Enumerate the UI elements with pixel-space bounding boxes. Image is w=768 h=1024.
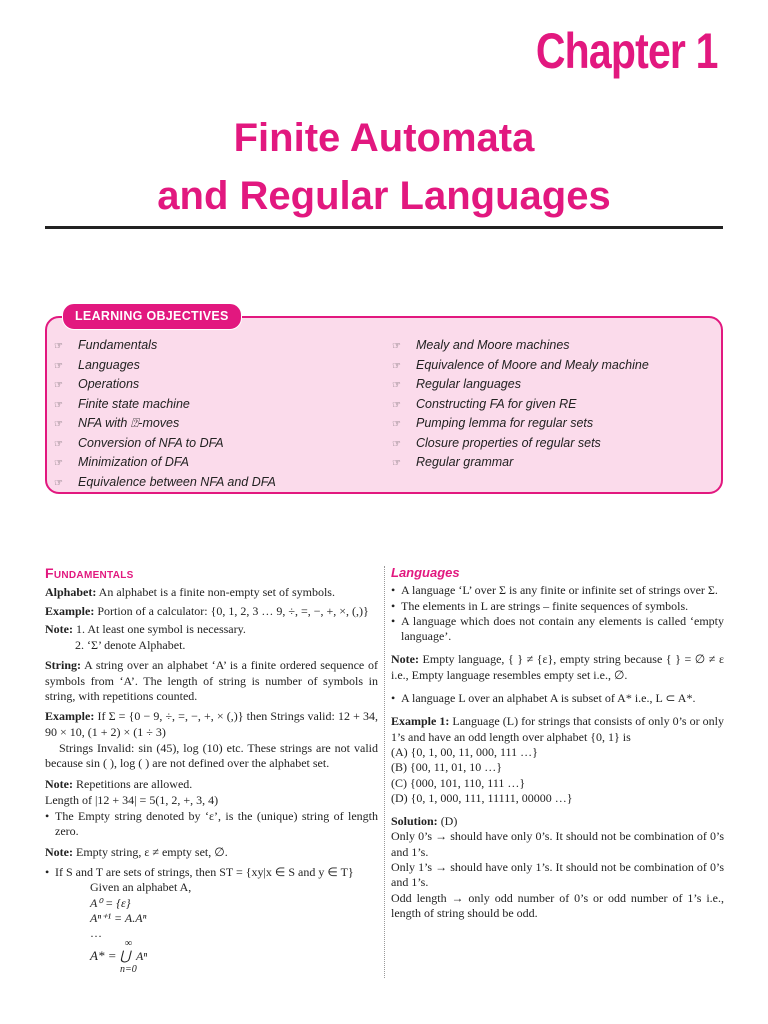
- chapter-title-line-2: and Regular Languages: [157, 174, 611, 218]
- note-sigma: 2. ‘Σ’ denote Alphabet.: [75, 638, 186, 653]
- kleene-star-formula: ∞ A* = ⋃ Aⁿ n=0: [90, 937, 148, 975]
- invalid-strings: Strings Invalid: sin (45), log (10) etc. These strings are not valid because sin ( ), log ( ) are not defined over the alphabet set.: [45, 740, 378, 771]
- title-divider: [45, 226, 723, 229]
- objectives-right-list: [392, 336, 649, 473]
- pointing-hand-icon: ☞: [54, 477, 63, 489]
- chapter-title-line-1: Finite Automata: [233, 116, 535, 160]
- right-column: [391, 562, 724, 924]
- solution-line: Only 1’s → should have only 1’s. It should not be combination of 0’s and 1’s.: [391, 860, 724, 890]
- objectives-left-list: [54, 336, 276, 492]
- a-zero-formula: A⁰ = {ε}: [90, 895, 131, 910]
- answer-option: (A) {0, 1, 00, 11, 000, 111 …}: [391, 744, 538, 759]
- section-heading-languages: Languages: [391, 565, 460, 580]
- pointing-hand-icon: ☞: [54, 360, 63, 372]
- alphabet-example: Example: Portion of a calculator: {0, 1, 2, 3 … 9, ÷, =, −, +, ×, (,)}: [45, 603, 369, 618]
- objective-item: ☞ Regular languages: [392, 375, 649, 395]
- pointing-hand-icon: ☞: [54, 419, 63, 430]
- objective-item: ☞ NFA with ⍰-moves: [54, 414, 276, 434]
- language-bullet: • A language ‘L’ over Σ is any finite or infinite set of strings over Σ.: [391, 583, 724, 598]
- objective-item: ☞ Minimization of DFA: [54, 453, 276, 473]
- example-1: Example 1: Language (L) for strings that consists of only 0’s or only 1’s and have an odd length over alphabet {0, 1} is: [391, 714, 724, 744]
- solution-line: Odd length → only odd number of 0’s or odd number of 1’s i.e., length of string should be odd.: [391, 890, 724, 920]
- answer-option: (B) {00, 11, 01, 10 …}: [391, 760, 503, 775]
- pointing-hand-icon: ☞: [392, 360, 401, 372]
- pointing-hand-icon: ☞: [392, 419, 401, 430]
- pointing-hand-icon: ☞: [392, 458, 401, 469]
- objective-item: ☞ Finite state machine: [54, 395, 276, 415]
- objective-item: ☞ Operations: [54, 375, 276, 395]
- string-example: Example: If Σ = {0 − 9, ÷, =, −, +, × (,)} then Strings valid: 12 + 34, 90 × 10, (1 + 2) × (1 ÷ 3): [45, 709, 378, 739]
- section-heading-fundamentals: Fundamentals: [45, 565, 134, 581]
- answer-option: (D) {0, 1, 000, 111, 11111, 00000 …}: [391, 790, 573, 805]
- pointing-hand-icon: ☞: [392, 380, 401, 391]
- column-divider: [384, 566, 385, 978]
- objective-item: ☞ Fundamentals: [54, 336, 276, 356]
- formula-ellipsis: …: [90, 926, 102, 941]
- note-symbols: Note: 1. At least one symbol is necessary.: [45, 621, 246, 636]
- objective-item: ☞ Pumping lemma for regular sets: [392, 414, 649, 434]
- objective-item: ☞ Mealy and Moore machines: [392, 336, 649, 356]
- chapter-label: Chapter 1: [536, 23, 718, 79]
- note-repetitions: Note: Repetitions are allowed.: [45, 776, 193, 791]
- note-empty: Note: Empty string, ε ≠ empty set, ∅.: [45, 844, 228, 859]
- note-empty-language: Note: Empty language, { } ≠ {ε}, empty string because { } = ∅ ≠ ε i.e., Empty language resembles empty set i.e., ∅.: [391, 652, 724, 682]
- left-column: [45, 562, 378, 974]
- pointing-hand-icon: ☞: [392, 341, 401, 352]
- language-bullet: • A language L over an alphabet A is subset of A* i.e., L ⊂ A*.: [391, 691, 724, 706]
- objective-item: ☞ Languages: [54, 356, 276, 376]
- pointing-hand-icon: ☞: [54, 380, 63, 391]
- string-definition: String: A string over an alphabet ‘A’ is a finite ordered sequence of symbols from ‘A’. The length of string is number of symbols in string, with repetitions counted.: [45, 658, 378, 704]
- solution-line: Only 0’s → should have only 0’s. It should not be combination of 0’s and 1’s.: [391, 829, 724, 859]
- alphabet-definition: Alphabet: An alphabet is a finite non-empty set of symbols.: [45, 585, 335, 600]
- empty-string-bullet: • The Empty string denoted by ‘ε’, is the (unique) string of length zero.: [45, 809, 378, 840]
- objective-item: ☞ Equivalence of Moore and Mealy machine: [392, 356, 649, 376]
- pointing-hand-icon: ☞: [392, 399, 401, 411]
- objective-item: ☞ Constructing FA for given RE: [392, 395, 649, 415]
- pointing-hand-icon: ☞: [54, 341, 63, 352]
- language-bullet: • The elements in L are strings – finite sequences of symbols.: [391, 599, 724, 614]
- concatenation-bullet: • If S and T are sets of strings, then ST = {xy|x ∈ S and y ∈ T}: [45, 865, 378, 880]
- objective-item: ☞ Closure properties of regular sets: [392, 434, 649, 454]
- pointing-hand-icon: ☞: [54, 438, 63, 450]
- length-example: Length of |12 + 34| = 5(1, 2, +, 3, 4): [45, 792, 219, 807]
- objective-item: ☞ Conversion of NFA to DFA: [54, 434, 276, 454]
- a-n-plus-one-formula: Aⁿ⁺¹ = A.Aⁿ: [90, 910, 147, 925]
- solution-label: Solution: (D): [391, 814, 458, 829]
- pointing-hand-icon: ☞: [392, 438, 401, 450]
- given-alphabet: Given an alphabet A,: [90, 880, 192, 895]
- objective-item: ☞ Regular grammar: [392, 453, 649, 473]
- pointing-hand-icon: ☞: [54, 458, 63, 469]
- language-bullet: • A language which does not contain any elements is called ‘empty language’.: [391, 614, 724, 645]
- answer-option: (C) {000, 101, 110, 111 …}: [391, 775, 526, 790]
- learning-objectives-badge: LEARNING OBJECTIVES: [62, 303, 242, 330]
- objective-item: ☞ Equivalence between NFA and DFA: [54, 473, 276, 493]
- pointing-hand-icon: ☞: [54, 399, 63, 411]
